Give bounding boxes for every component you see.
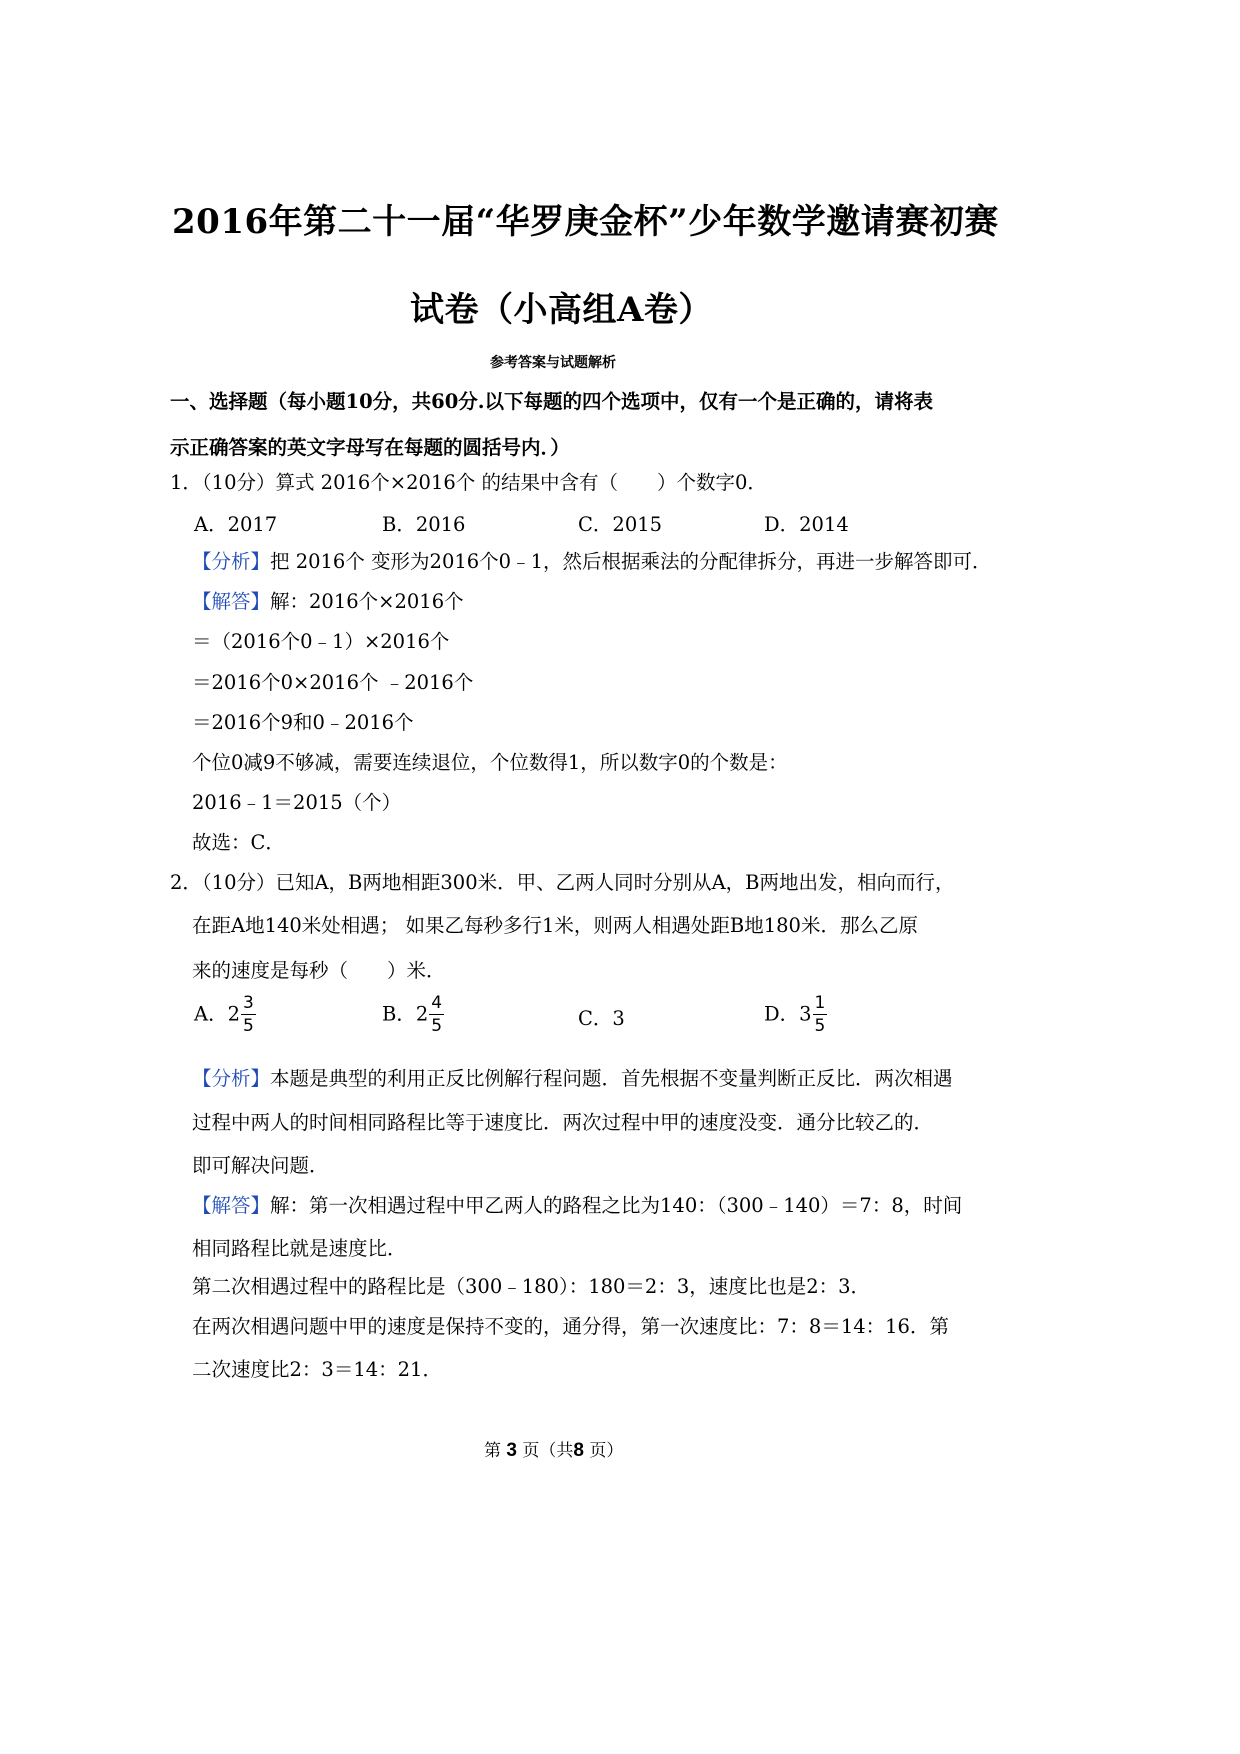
fraction-numerator: 1	[814, 993, 826, 1013]
q1-option-d: D．2014	[764, 513, 849, 536]
q2-solution-line: 第二次相遇过程中的路程比是（300﹣180）：180＝2：3，速度比也是2：3．	[192, 1275, 871, 1298]
footer-prefix: 第	[484, 1441, 501, 1461]
footer-middle: 页（共	[522, 1441, 574, 1461]
q1-stem: 1．（10分）算式 2016个×2016个 的结果中含有（ ）个数字0．	[170, 471, 767, 494]
q1-solution-line: ＝（2016个0﹣1）×2016个	[192, 630, 450, 653]
page-number: 3	[506, 1440, 517, 1461]
q2-stem-line: 来的速度是每秒（ ）米．	[192, 959, 446, 982]
q2-analysis	[192, 1063, 953, 1091]
q1-analysis	[192, 546, 991, 574]
q2-stem-line: 在距A地140米处相遇； 如果乙每秒多行1米，则两人相遇处距B地180米．那么乙原	[192, 914, 918, 937]
fraction-denominator: 5	[431, 1016, 443, 1036]
analysis-text: 本题是典型的利用正反比例解行程问题．首先根据不变量判断正反比．两次相遇	[270, 1067, 953, 1090]
solution-text: 解：2016个×2016个	[270, 590, 464, 613]
option-label: B．2	[382, 1002, 429, 1026]
doc-title-line1: 2016年第二十一届“华罗庚金杯”少年数学邀请赛初赛	[172, 202, 999, 242]
q2-analysis-line: 过程中两人的时间相同路程比等于速度比．两次过程中甲的速度没变．通分比较乙的．	[192, 1111, 934, 1134]
analysis-text: 把 2016个 变形为2016个0﹣1，然后根据乘法的分配律拆分，再进一步解答即可．	[270, 550, 992, 573]
q1-option-c: C．2015	[578, 513, 663, 536]
solution-text: 解：第一次相遇过程中甲乙两人的路程之比为140：（300﹣140）＝7：8，时间	[270, 1194, 963, 1217]
fraction-numerator: 4	[431, 993, 443, 1013]
analysis-tag: 【分析】	[192, 1067, 271, 1090]
fraction	[813, 995, 828, 1035]
option-label: C．3	[578, 1007, 625, 1030]
fraction	[241, 995, 256, 1035]
fraction-numerator: 3	[243, 993, 254, 1013]
doc-title-line2: 试卷（小高组A卷）	[410, 290, 713, 330]
fraction-denominator: 5	[243, 1016, 254, 1036]
total-pages: 8	[573, 1440, 584, 1461]
q1-option-b: B．2016	[382, 513, 466, 536]
section-heading-line2: 示正确答案的英文字母写在每题的圆括号内．）	[170, 436, 570, 459]
q2-solution	[192, 1190, 962, 1218]
footer-suffix: 页）	[589, 1441, 624, 1461]
q1-solution-line	[192, 586, 464, 614]
q2-option-a	[194, 995, 256, 1035]
q1-solution-line: ＝2016个0×2016个 ﹣2016个	[192, 671, 474, 694]
solution-tag: 【解答】	[192, 590, 271, 613]
q2-solution-line: 相同路程比就是速度比．	[192, 1237, 407, 1260]
section-heading-line1: 一、选择题（每小题10分，共60分.以下每题的四个选项中，仅有一个是正确的，请将表	[170, 390, 934, 413]
q1-option-a: A．2017	[194, 513, 278, 536]
q2-option-c	[578, 1003, 625, 1031]
analysis-tag: 【分析】	[192, 550, 271, 573]
q2-solution-line: 二次速度比2：3＝14：21．	[192, 1358, 442, 1381]
q2-solution-line: 在两次相遇问题中甲的速度是保持不变的，通分得，第一次速度比：7：8＝14：16．第	[192, 1315, 949, 1338]
page-footer	[484, 1436, 623, 1462]
q2-option-d	[764, 995, 827, 1035]
solution-tag: 【解答】	[192, 1194, 271, 1217]
q1-solution-line: ＝2016个9和0﹣2016个	[192, 711, 414, 734]
q1-solution-line: 个位0减9不够减，需要连续退位，个位数得1，所以数字0的个数是：	[192, 751, 788, 774]
q2-stem-line: 2．（10分）已知A，B两地相距300米．甲、乙两人同时分别从A，B两地出发，相向而行，	[170, 871, 955, 894]
q1-solution-line: 故选：C．	[192, 831, 285, 854]
fraction	[429, 995, 444, 1035]
q1-solution-line: 2016﹣1＝2015（个）	[192, 791, 402, 814]
q2-analysis-line: 即可解决问题．	[192, 1154, 329, 1177]
option-label: A．2	[194, 1002, 240, 1026]
q2-option-b	[382, 995, 444, 1035]
fraction-denominator: 5	[814, 1016, 826, 1036]
doc-subtitle: 参考答案与试题解析	[490, 355, 616, 371]
option-label: D．3	[764, 1002, 812, 1026]
